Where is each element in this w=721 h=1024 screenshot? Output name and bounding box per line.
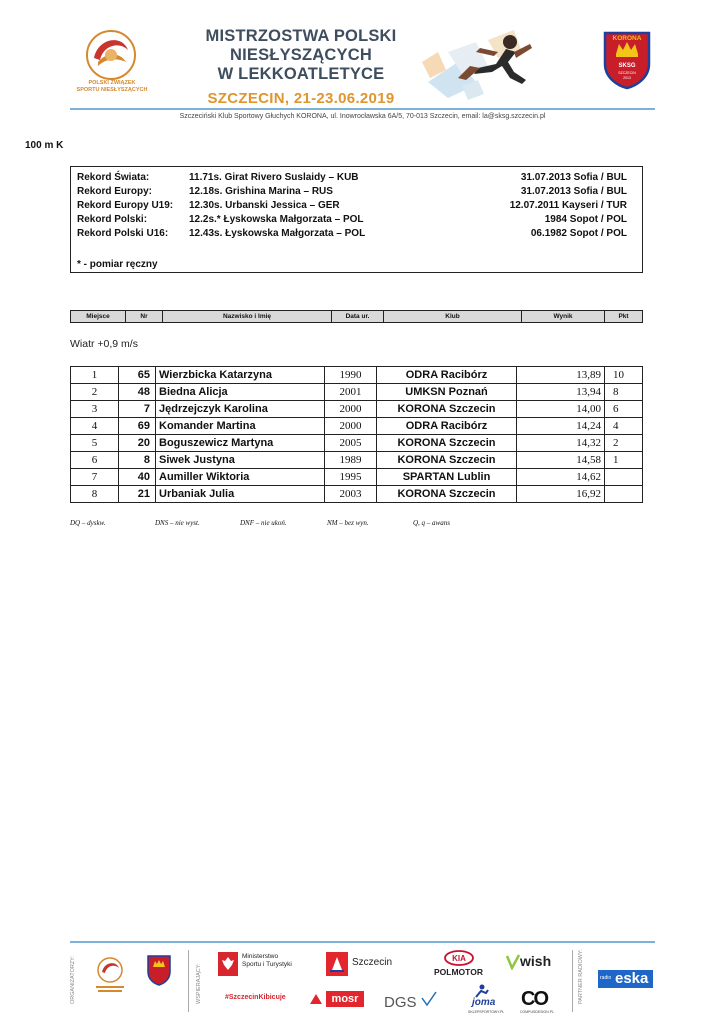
record-row-europe [77,186,637,200]
record-row-poland-u16 [77,228,637,242]
result-birth-year: 2000 [325,418,377,435]
media-partner-label: PARTNER RADIOWY: [578,949,584,1004]
results-table [70,366,643,503]
col-result: Wynik [522,311,605,322]
result-birth-year: 2005 [325,435,377,452]
sponsors-footer [0,944,721,1024]
event-name: 100 m K [25,140,64,151]
col-nr: Nr [126,311,163,322]
result-bib-number: 69 [119,418,156,435]
result-time: 14,24 [517,418,605,435]
result-points: 4 [605,418,643,435]
record-text: 12.30s. Urbanski Jessica – GER [189,200,340,211]
result-bib-number: 48 [119,384,156,401]
szczecin-sponsor: Szczecin [352,957,393,968]
korona-logo-year: 2013 [623,76,631,80]
championship-date: SZCZECIN, 21-23.06.2019 [207,90,395,107]
results-column-header [70,310,643,323]
korona-logo-text: KORONA [612,35,642,42]
record-label: Rekord Świata: [77,172,150,183]
pzsn-caption-line-2: SPORTU NIESŁYSZĄCYCH [76,87,148,93]
wish-sponsor: wish [520,953,552,969]
result-birth-year: 1995 [325,469,377,486]
col-birth: Data ur. [332,311,384,322]
result-bib-number: 20 [119,435,156,452]
result-points [605,486,643,503]
result-points: 1 [605,452,643,469]
result-time: 14,62 [517,469,605,486]
pzsn-footer-logo [92,954,128,994]
document-header [0,0,721,135]
result-time: 14,32 [517,435,605,452]
szczecin-city-icon [326,952,348,976]
joma-figure-icon [472,984,490,998]
result-place: 6 [71,452,119,469]
organizer-address: Szczeciński Klub Sportowy Głuchych KORONA, ul. Inowrocławska 6A/5, 70-013 Szczecin, email: la@sksg.szczecin.pl [179,113,546,120]
pzsn-caption-line-1: POLSKI ZWIĄZEK [88,80,136,86]
organizers-label: ORGANIZATORZY: [70,955,76,1004]
record-place: 31.07.2013 Sofia / BUL [520,186,627,197]
records-box [70,166,643,273]
title-line-3: W LEKKOATLETYCE [217,65,385,83]
legend-dnf: DNF – nie ukoń. [240,519,287,527]
result-row [71,384,643,401]
result-club: UMKSN Poznań [377,384,517,401]
result-row [71,367,643,384]
result-club: ODRA Racibórz [377,367,517,384]
result-club: SPARTAN Lublin [377,469,517,486]
result-time: 13,89 [517,367,605,384]
korona-logo-city: SZCZECIN [618,71,636,75]
record-label: Rekord Polski U16: [77,228,169,239]
col-points: Pkt [618,313,629,320]
legend-dns: DNS – nie wyst. [155,519,200,527]
result-birth-year: 1990 [325,367,377,384]
dgs-sponsor: DGS [384,994,417,1011]
polish-eagle-icon [218,952,238,976]
dgs-check-icon [420,990,438,1008]
result-club: KORONA Szczecin [377,452,517,469]
result-athlete-name: Komander Martina [156,418,325,435]
result-bib-number: 8 [119,452,156,469]
result-athlete-name: Boguszewicz Martyna [156,435,325,452]
ministry-sponsor [242,953,292,969]
record-text: 12.2s.* Łyskowska Małgorzata – POL [189,214,364,225]
record-label: Rekord Polski: [77,214,148,225]
record-text: 12.43s. Łyskowska Małgorzata – POL [189,228,366,239]
result-bib-number: 40 [119,469,156,486]
joma-subtitle: SKLEPSPORTOWY.PL [468,1010,505,1014]
record-row-world [77,172,637,186]
hashtag-sponsor: #SzczecinKibicuje [225,994,286,1001]
championship-title [196,27,406,84]
col-club: Klub [384,311,522,322]
result-place: 5 [71,435,119,452]
result-birth-year: 2000 [325,401,377,418]
wind-reading: Wiatr +0,9 m/s [70,338,138,350]
result-athlete-name: Biedna Alicja [156,384,325,401]
sprinter-illustration [418,22,546,106]
result-club: ODRA Racibórz [377,418,517,435]
result-club: KORONA Szczecin [377,435,517,452]
result-points: 8 [605,384,643,401]
kia-text: KIA [452,954,466,963]
polmotor-sponsor: POLMOTOR [434,967,483,977]
title-line-2: NIESŁYSZĄCYCH [230,46,372,64]
pzsn-caption [62,80,162,94]
record-place: 31.07.2013 Sofia / BUL [520,172,627,183]
ministry-line-1: Ministerstwo [242,953,279,960]
result-athlete-name: Wierzbicka Katarzyna [156,367,325,384]
mosr-sponsor: mosr [326,991,364,1007]
korona-logo-sksg: SKSG [618,63,636,69]
kia-logo [444,950,474,966]
record-place: 06.1982 Sopot / POL [530,228,627,239]
record-place: 1984 Sopot / POL [544,214,627,225]
result-athlete-name: Urbaniak Julia [156,486,325,503]
wish-swoosh-icon [506,954,520,970]
result-place: 3 [71,401,119,418]
result-club: KORONA Szczecin [377,486,517,503]
result-points: 10 [605,367,643,384]
col-place: Miejsce [71,311,126,322]
result-bib-number: 7 [119,401,156,418]
compus-subtitle: COMPUSDESIGN.PL [520,1010,555,1014]
result-birth-year: 1989 [325,452,377,469]
result-athlete-name: Aumiller Wiktoria [156,469,325,486]
result-club: KORONA Szczecin [377,401,517,418]
result-row [71,469,643,486]
result-place: 8 [71,486,119,503]
result-time: 16,92 [517,486,605,503]
footer-separator [188,950,189,1012]
result-place: 7 [71,469,119,486]
record-label: Rekord Europy U19: [77,200,174,211]
joma-sponsor: joma [472,997,496,1008]
manual-timing-note: * - pomiar ręczny [77,259,158,270]
result-time: 14,58 [517,452,605,469]
result-athlete-name: Jędrzejczyk Karolina [156,401,325,418]
record-text: 11.71s. Girat Rivero Suslaidy – KUB [189,172,359,183]
result-time: 13,94 [517,384,605,401]
result-place: 2 [71,384,119,401]
abbreviation-legend [70,519,490,531]
footer-divider [70,941,655,943]
result-points [605,469,643,486]
result-row [71,435,643,452]
col-name: Nazwisko i Imię [163,311,332,322]
results-body [71,367,643,503]
result-time: 14,00 [517,401,605,418]
legend-dq: DQ – dyskw. [70,519,106,527]
compus-sponsor: CO [521,988,547,1010]
result-place: 1 [71,367,119,384]
ministry-line-2: Sportu i Turystyki [242,961,292,968]
result-bib-number: 21 [119,486,156,503]
record-text: 12.18s. Grishina Marina – RUS [189,186,333,197]
mosr-icon [308,992,324,1006]
result-points: 2 [605,435,643,452]
legend-nm: NM – bez wyn. [327,519,369,527]
footer-separator [572,950,573,1012]
result-row [71,401,643,418]
result-birth-year: 2001 [325,384,377,401]
eska-prefix: radio [600,975,612,981]
record-label: Rekord Europy: [77,186,153,197]
result-birth-year: 2003 [325,486,377,503]
result-row [71,486,643,503]
eska-sponsor [598,970,653,988]
record-row-poland [77,214,637,228]
result-row [71,418,643,435]
eska-text: eska [615,970,649,987]
record-row-europe-u19 [77,200,637,214]
result-athlete-name: Siwek Justyna [156,452,325,469]
legend-q: Q, q – awans [413,519,450,527]
result-bib-number: 65 [119,367,156,384]
result-row [71,452,643,469]
record-place: 12.07.2011 Kayseri / TUR [509,200,627,211]
korona-club-logo [602,30,652,90]
result-points: 6 [605,401,643,418]
header-divider [70,108,655,110]
korona-footer-logo [146,954,172,986]
result-place: 4 [71,418,119,435]
support-label: WSPIERAJĄCY: [196,963,202,1004]
title-line-1: MISTRZOSTWA POLSKI [205,27,397,45]
